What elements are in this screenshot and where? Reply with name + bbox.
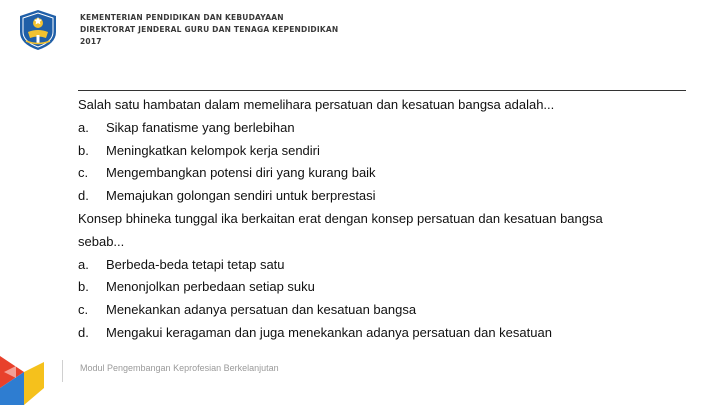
institution-header	[80, 12, 338, 48]
option-text: Memajukan golongan sendiri untuk berprestasi	[106, 188, 376, 204]
option-text: Menonjolkan perbedaan setiap suku	[106, 279, 315, 295]
option-letter: c.	[78, 165, 89, 181]
decorative-shapes-icon	[0, 348, 46, 405]
option-text: Meningkatkan kelompok kerja sendiri	[106, 142, 320, 158]
option-letter: b.	[78, 142, 89, 158]
option-text: Mengakui keragaman dan juga menekankan adanya persatuan dan kesatuan	[106, 324, 552, 340]
option-letter: b.	[78, 279, 89, 295]
decorative-corner	[0, 348, 46, 405]
header-year: 2017	[80, 37, 102, 46]
header-divider	[78, 90, 686, 91]
footer-module-title: Modul Pengembangan Keprofesian Berkelanjutan	[80, 363, 279, 373]
ministry-logo	[16, 8, 60, 52]
question-2-option-c	[78, 299, 688, 322]
question-2-text-line-2: sebab...	[78, 233, 125, 249]
option-text: Berbeda-beda tetapi tetap satu	[106, 256, 285, 272]
question-1-option-a	[78, 117, 688, 140]
option-letter: a.	[78, 119, 89, 135]
question-1-option-c	[78, 162, 688, 185]
question-2-option-d	[78, 322, 688, 345]
question-2-option-b	[78, 276, 688, 299]
header-directorate-name: DIREKTORAT JENDERAL GURU DAN TENAGA KEPENDIDIKAN	[80, 25, 339, 34]
question-1-option-d	[78, 185, 688, 208]
footer-divider	[62, 360, 63, 382]
question-content	[78, 94, 688, 345]
header-ministry-name: KEMENTERIAN PENDIDIKAN DAN KEBUDAYAAN	[80, 13, 284, 22]
option-text: Menekankan adanya persatuan dan kesatuan bangsa	[106, 302, 417, 318]
option-letter: d.	[78, 324, 89, 340]
question-1-option-b	[78, 140, 688, 163]
question-2-text-line-1: Konsep bhineka tunggal ika berkaitan erat dengan konsep persatuan dan kesatuan bangsa	[78, 210, 603, 226]
option-text: Sikap fanatisme yang berlebihan	[106, 119, 295, 135]
tut-wuri-handayani-emblem-icon	[16, 8, 60, 52]
option-text: Mengembangkan potensi diri yang kurang baik	[106, 165, 376, 181]
option-letter: d.	[78, 188, 89, 204]
option-letter: a.	[78, 256, 89, 272]
option-letter: c.	[78, 302, 89, 318]
question-2-option-a	[78, 254, 688, 277]
question-1-text: Salah satu hambatan dalam memelihara persatuan dan kesatuan bangsa adalah...	[78, 97, 555, 112]
